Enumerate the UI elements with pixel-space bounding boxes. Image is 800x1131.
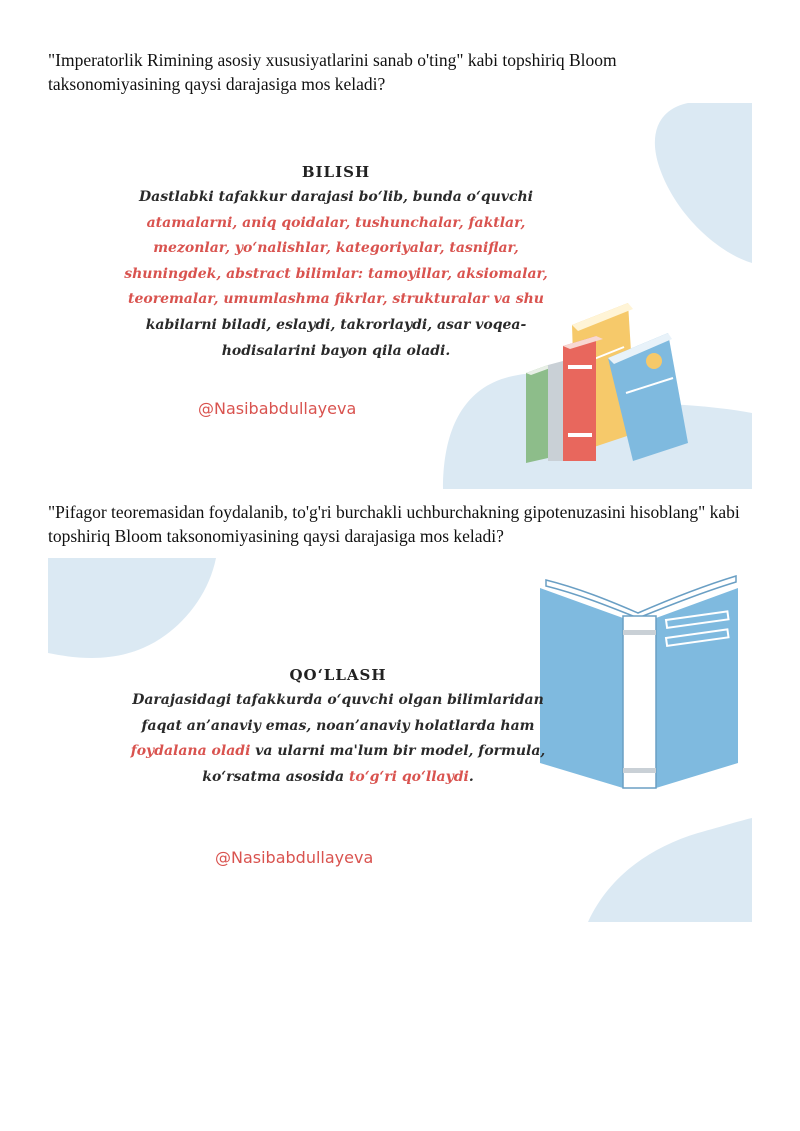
qollash-line-4-end: . <box>468 768 474 785</box>
bilish-line-3: mezonlar, yo‘nalishlar, kategoriyalar, tasniflar, <box>153 240 519 257</box>
qollash-line-4 <box>58 765 618 791</box>
bilish-line-6: kabilarni biladi, eslaydi, takrorlaydi, asar voqea- <box>145 316 527 333</box>
bilish-card <box>48 103 752 489</box>
author-handle-2: @Nasibabdullayeva <box>215 848 374 867</box>
qollash-line-3 <box>58 739 618 765</box>
author-handle-1: @Nasibabdullayeva <box>198 399 357 418</box>
qollash-line-3-rest: va ularni ma'lum bir model, formula, <box>250 743 546 760</box>
question-2: "Pifagor teoremasidan foydalanib, to'g'ri burchakli uchburchakning gipotenuzasini hisoblang" kabi topshiriq Bloom taksonomiyasining qaysi darajasiga mos keladi? <box>48 502 740 546</box>
question-1: "Imperatorlik Rimining asosiy xususiyatlarini sanab o'ting" kabi topshiriq Bloom taksonomiyasining qaysi darajasiga mos keladi? <box>48 50 617 94</box>
bilish-title: BILISH <box>301 163 371 181</box>
bilish-line-1: Dastlabki tafakkur darajasi bo‘lib, bunda o‘quvchi <box>138 189 533 205</box>
book-gray <box>548 361 563 461</box>
qollash-title: QO‘LLASH <box>289 666 387 684</box>
blob-top-left <box>48 558 216 658</box>
qollash-card <box>48 558 752 922</box>
blob-bottom-right-2 <box>588 818 752 922</box>
bilish-line-4: shuningdek, abstract bilimlar: tamoyillar, aksiomalar, <box>124 265 548 282</box>
bilish-text <box>56 163 616 364</box>
qollash-line-1: Darajasidagi tafakkurda o‘quvchi olgan bilimlaridan <box>132 692 544 708</box>
qollash-highlight-2: to‘g‘ri qo‘llaydi <box>348 768 469 785</box>
bilish-line-7: hodisalarini bayon qila oladi. <box>221 342 451 359</box>
bilish-line-2: atamalarni, aniq qoidalar, tushunchalar, faktlar, <box>146 214 526 231</box>
qollash-line-2: faqat an’anaviy emas, noan’anaviy holatlarda ham <box>141 717 535 734</box>
qollash-line-4-start: ko‘rsatma asosida <box>202 768 349 785</box>
qollash-text <box>58 666 618 790</box>
blob-top-right <box>655 103 752 263</box>
qollash-highlight-1: foydalana oladi <box>130 743 251 760</box>
bilish-line-5: teoremalar, umumlashma fikrlar, strukturalar va shu <box>128 291 544 308</box>
